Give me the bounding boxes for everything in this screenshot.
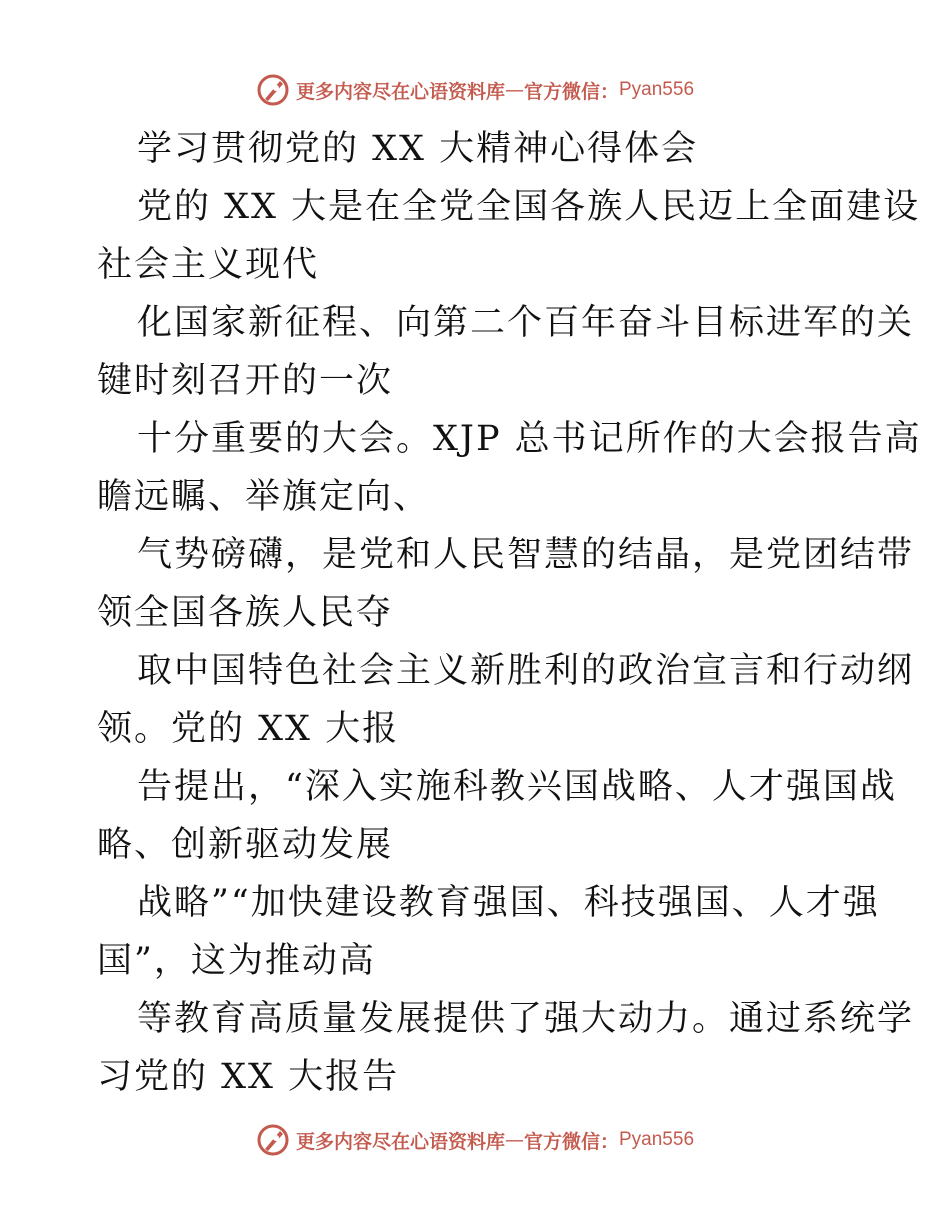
- text-line: 领全国各族人民夺: [97, 593, 394, 633]
- document-title: 学习贯彻党的 XX 大精神心得体会: [137, 129, 699, 169]
- text-line: 战略”“加快建设教育强国、科技强国、人才强: [137, 883, 880, 923]
- text-line: 国”，这为推动高: [97, 941, 376, 981]
- text-line: 党的 XX 大是在全党全国各族人民迈上全面建设: [137, 187, 921, 227]
- watermark-site-text: 更多内容尽在心语资料库: [295, 1130, 505, 1153]
- text-line: 十分重要的大会。XJP 总书记所作的大会报告高: [137, 419, 922, 459]
- watermark-wechat-account: Pyan556: [619, 79, 695, 100]
- watermark-separator: —: [504, 79, 524, 101]
- quill-logo-icon: [256, 1123, 290, 1157]
- text-line: 化国家新征程、向第二个百年奋斗目标进军的关: [137, 303, 915, 343]
- text-line: 告提出，“深入实施科教兴国战略、人才强国战: [137, 767, 897, 807]
- text-line: 瞻远瞩、举旗定向、: [97, 477, 431, 517]
- watermark-wechat-label: 官方微信：: [523, 1130, 619, 1153]
- text-line: 领。党的 XX 大报: [97, 709, 400, 749]
- quill-logo-icon: [256, 73, 290, 107]
- text-line: 略、创新驱动发展: [97, 825, 394, 865]
- footer-watermark: [0, 1120, 950, 1160]
- text-line: 习党的 XX 大报告: [97, 1057, 400, 1097]
- text-line: 取中国特色社会主义新胜利的政治宣言和行动纲: [137, 651, 915, 691]
- watermark-site-text: 更多内容尽在心语资料库: [295, 80, 505, 103]
- text-line: 等教育高质量发展提供了强大动力。通过系统学: [137, 999, 915, 1039]
- text-line: 社会主义现代: [97, 245, 320, 285]
- header-watermark: [0, 70, 950, 110]
- watermark-wechat-account: Pyan556: [619, 1129, 695, 1150]
- watermark-wechat-label: 官方微信：: [523, 80, 619, 103]
- text-line: 气势磅礴，是党和人民智慧的结晶，是党团结带: [137, 535, 915, 575]
- watermark-separator: —: [504, 1129, 524, 1151]
- document-body: [97, 120, 922, 1106]
- text-line: 键时刻召开的一次: [97, 361, 394, 401]
